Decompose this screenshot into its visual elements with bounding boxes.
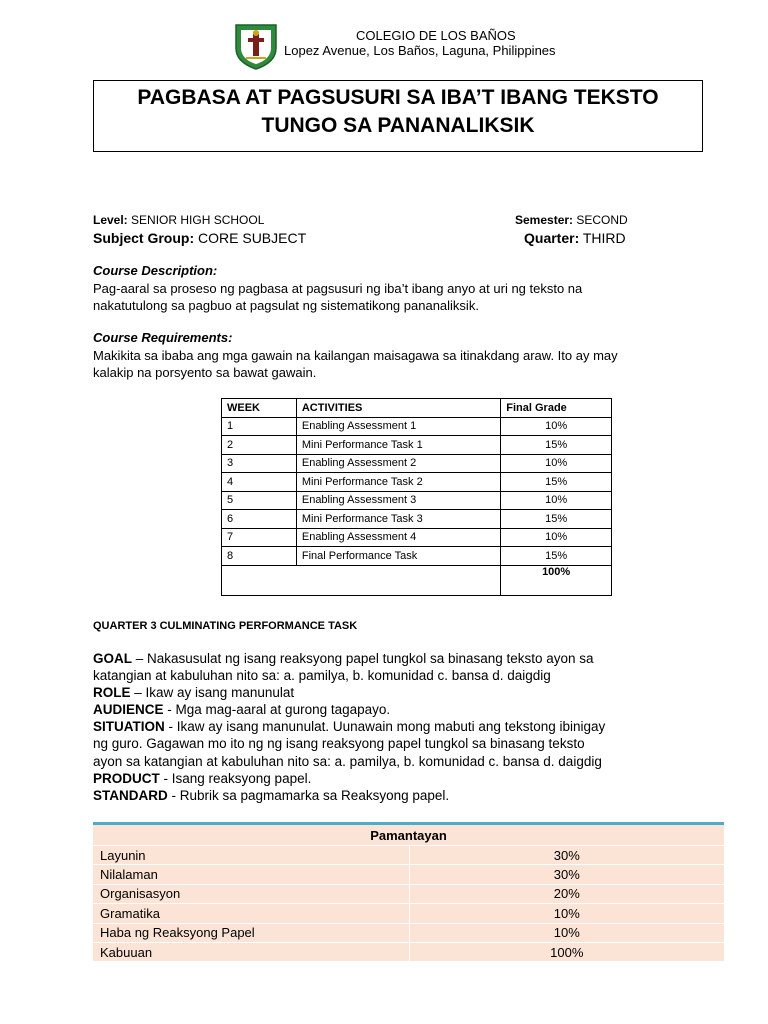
goal-line (93, 650, 693, 667)
grade-cell: 15% (501, 510, 612, 529)
grade-cell: 10% (501, 491, 612, 510)
activity-cell: Mini Performance Task 1 (296, 436, 500, 455)
grade-cell: 10% (501, 528, 612, 547)
table-row (222, 417, 612, 436)
role-line (93, 684, 693, 701)
grade-cell: 15% (501, 547, 612, 566)
course-requirements-line: Makikita sa ibaba ang mga gawain na kailangan maisagawa sa itinakdang araw. Ito ay may (93, 348, 618, 363)
semester-label: Semester: (515, 213, 574, 227)
table-row (222, 491, 612, 510)
week-cell: 6 (222, 510, 297, 529)
course-requirements-text (93, 347, 713, 381)
week-cell: 1 (222, 417, 297, 436)
week-cell: 5 (222, 491, 297, 510)
role-text: – Ikaw ay isang manunulat (130, 685, 295, 701)
rubric-heading: Pamantayan (93, 825, 724, 846)
product-line (93, 770, 693, 787)
rubric-table (93, 822, 724, 962)
activity-cell: Enabling Assessment 4 (296, 528, 500, 547)
week-cell: 7 (222, 528, 297, 547)
rubric-weight: 10% (409, 904, 724, 923)
product-text: - Isang reaksyong papel. (159, 770, 312, 786)
table-row (222, 510, 612, 529)
column-header-week: WEEK (222, 399, 297, 418)
activity-cell: Mini Performance Task 3 (296, 510, 500, 529)
role-label: ROLE (93, 685, 131, 701)
rubric-weight: 100% (409, 942, 724, 961)
activity-cell: Mini Performance Task 2 (296, 473, 500, 492)
situation-line (93, 718, 693, 735)
rubric-criterion: Haba ng Reaksyong Papel (93, 923, 409, 942)
course-requirements-heading: Course Requirements: (93, 330, 233, 345)
table-row (222, 473, 612, 492)
course-title-line2: TUNGO SA PANANALIKSIK (261, 114, 535, 137)
rubric-weight: 10% (409, 923, 724, 942)
rubric-total-row (93, 942, 724, 961)
activity-cell: Enabling Assessment 1 (296, 417, 500, 436)
situation-line-2: ng guro. Gagawan mo ito ng ng isang reaksyong papel tungkol sa binasang teksto (93, 736, 585, 752)
rubric-row (93, 904, 724, 923)
rubric-weight: 30% (409, 846, 724, 865)
activity-cell: Enabling Assessment 3 (296, 491, 500, 510)
subject-group-value: CORE SUBJECT (198, 230, 307, 246)
goal-label: GOAL (93, 651, 132, 666)
school-name: COLEGIO DE LOS BAÑOS (356, 28, 516, 43)
quarter-field (524, 230, 626, 246)
rubric-row (93, 884, 724, 903)
rubric-criterion: Organisasyon (93, 884, 409, 903)
standard-label: STANDARD (93, 787, 168, 803)
quarter-value: THIRD (582, 230, 626, 246)
rubric-criterion: Nilalaman (93, 865, 409, 884)
course-description-line: Pag-aaral sa proseso ng pagbasa at pagsusuri ng iba’t ibang anyo at uri ng teksto na (93, 281, 583, 296)
column-header-activities: ACTIVITIES (296, 399, 500, 418)
school-crest-icon (233, 22, 279, 70)
semester-field (515, 213, 628, 227)
rubric-criterion: Layunin (93, 846, 409, 865)
course-description-heading: Course Description: (93, 263, 218, 278)
table-total-row (222, 565, 612, 595)
grade-cell: 10% (501, 454, 612, 473)
course-title-line1: PAGBASA AT PAGSUSURI SA IBA’T IBANG TEKSTO (137, 86, 659, 109)
semester-value: SECOND (576, 213, 628, 227)
week-cell: 2 (222, 436, 297, 455)
column-header-final-grade: Final Grade (501, 399, 612, 418)
grade-cell: 10% (501, 417, 612, 436)
table-row (222, 528, 612, 547)
table-header-row (222, 399, 612, 418)
activity-cell: Final Performance Task (296, 547, 500, 566)
rubric-row (93, 923, 724, 942)
subject-group-field (93, 230, 306, 246)
product-label: PRODUCT (93, 770, 160, 786)
audience-label: AUDIENCE (93, 702, 164, 718)
situation-label: SITUATION (93, 719, 165, 735)
rubric-row (93, 846, 724, 865)
table-row (222, 436, 612, 455)
course-requirements-line: kalakip na porsyento sa bawat gawain. (93, 365, 317, 380)
rubric-header-row (93, 825, 724, 846)
standard-text: - Rubrik sa pagmamarka sa Reaksyong papel. (167, 787, 450, 803)
total-grade-cell: 100% (501, 565, 612, 595)
course-description-text (93, 280, 713, 314)
goal-text: – Nakasusulat ng isang reaksyong papel tungkol sa binasang teksto ayon sa (132, 651, 594, 666)
course-title-box (93, 80, 703, 152)
quarter-label: Quarter: (524, 230, 580, 246)
level-field (93, 213, 264, 227)
rubric-criterion: Kabuuan (93, 942, 409, 961)
table-row (222, 547, 612, 566)
grade-cell: 15% (501, 436, 612, 455)
performance-task-title: QUARTER 3 CULMINATING PERFORMANCE TASK (93, 620, 358, 632)
week-cell: 8 (222, 547, 297, 566)
week-cell: 4 (222, 473, 297, 492)
situation-text: - Ikaw ay isang manunulat. Uunawain mong mabuti ang tekstong ibinigay (164, 719, 606, 735)
activity-cell: Enabling Assessment 2 (296, 454, 500, 473)
rubric-criterion: Gramatika (93, 904, 409, 923)
total-empty-cell (222, 565, 501, 595)
performance-task-details (93, 650, 693, 804)
audience-line (93, 701, 693, 718)
school-address: Lopez Avenue, Los Baños, Laguna, Philippines (284, 43, 556, 58)
level-label: Level: (93, 213, 128, 227)
rubric-weight: 20% (409, 884, 724, 903)
week-cell: 3 (222, 454, 297, 473)
standard-line (93, 787, 693, 804)
rubric-weight: 30% (409, 865, 724, 884)
audience-text: - Mga mag-aaral at gurong tagapayo. (163, 702, 391, 718)
rubric-row (93, 865, 724, 884)
activities-table (221, 398, 612, 596)
level-value: SENIOR HIGH SCHOOL (131, 213, 265, 227)
course-description-line: nakatutulong sa pagbuo at pagsulat ng sistematikong pananaliksik. (93, 298, 479, 313)
table-row (222, 454, 612, 473)
grade-cell: 15% (501, 473, 612, 492)
goal-line-2: katangian at kabuluhan nito sa: a. pamilya, b. komunidad c. bansa d. daigdig (93, 668, 551, 684)
subject-group-label: Subject Group: (93, 230, 195, 246)
situation-line-3: ayon sa katangian at kabuluhan nito sa: a. pamilya, b. komunidad c. bansa d. daigdig (93, 753, 602, 769)
